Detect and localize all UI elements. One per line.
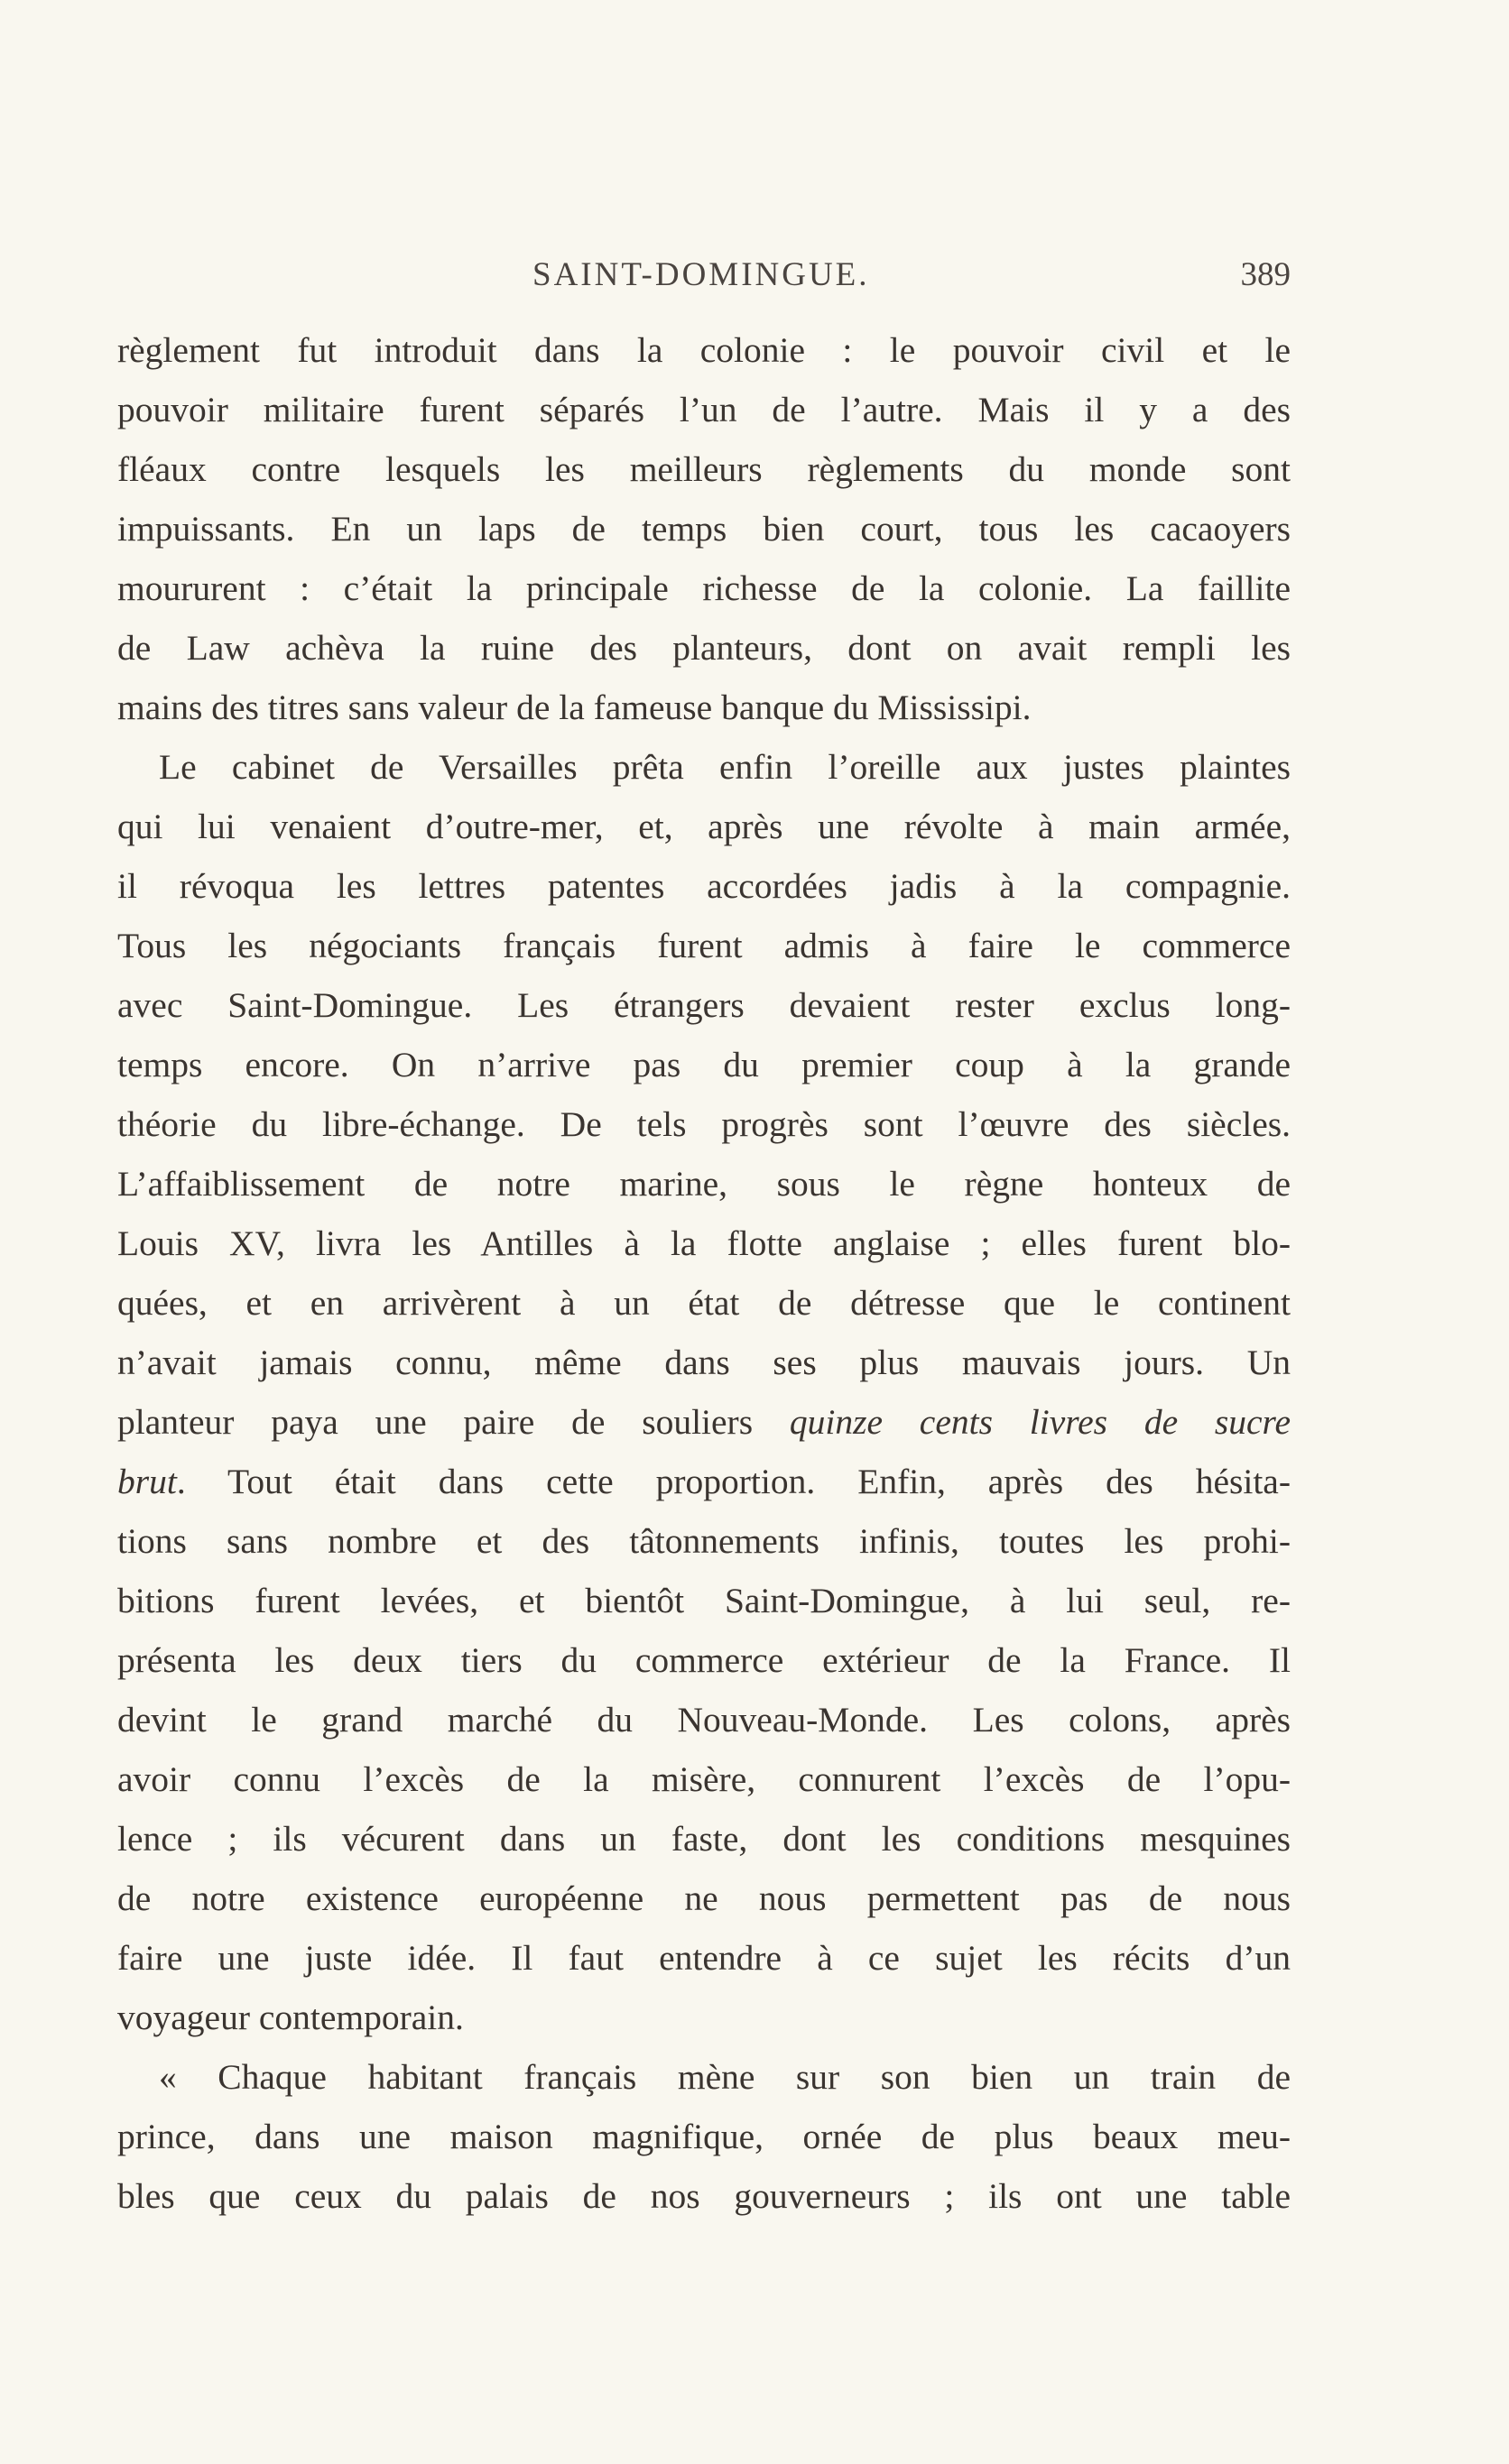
italic-phrase: brut — [117, 1462, 177, 1501]
text-line: devint le grand marché du Nouveau-Monde. Les colons, après — [117, 1700, 1291, 1740]
text-line: bles que ceux du palais de nos gouverneurs ; ils ont une table — [117, 2176, 1291, 2216]
text-line: mains des titres sans valeur de la fameuse banque du Mississipi. — [117, 688, 1032, 727]
text-line: tions sans nombre et des tâtonnements infinis, toutes les prohi- — [117, 1521, 1291, 1561]
text-line: prince, dans une maison magnifique, ornée de plus beaux meu- — [117, 2117, 1291, 2156]
text-line-with-italic — [117, 1452, 1291, 1511]
text-line: moururent : c’était la principale richesse de la colonie. La faillite — [117, 568, 1291, 608]
text-line: voyageur contemporain. — [117, 1998, 464, 2037]
text-line: fléaux contre lesquels les meilleurs règlements du monde sont — [117, 449, 1291, 489]
text-segment: . Tout était dans cette proportion. Enfin, après des hésita- — [176, 1462, 1291, 1501]
text-line: Tous les négociants français furent admis à faire le commerce — [117, 926, 1291, 965]
text-line: qui lui venaient d’outre-mer, et, après une révolte à main armée, — [117, 807, 1291, 846]
italic-phrase: quinze cents livres de sucre — [789, 1402, 1291, 1442]
text-line: règlement fut introduit dans la colonie : le pouvoir civil et le — [117, 330, 1291, 370]
text-line: quées, et en arrivèrent à un état de détresse que le continent — [117, 1283, 1291, 1323]
text-line: n’avait jamais connu, même dans ses plus mauvais jours. Un — [117, 1343, 1291, 1382]
text-line: Le cabinet de Versailles prêta enfin l’oreille aux justes plaintes — [159, 747, 1291, 787]
text-line: impuissants. En un laps de temps bien court, tous les cacaoyers — [117, 509, 1291, 549]
text-line: Louis XV, livra les Antilles à la flotte anglaise ; elles furent blo- — [117, 1223, 1291, 1263]
text-line: présenta les deux tiers du commerce extérieur de la France. Il — [117, 1640, 1291, 1680]
text-line: pouvoir militaire furent séparés l’un de l’autre. Mais il y a des — [117, 390, 1291, 429]
text-line: L’affaiblissement de notre marine, sous le règne honteux de — [117, 1164, 1291, 1204]
text-line: avoir connu l’excès de la misère, connurent l’excès de l’opu- — [117, 1759, 1291, 1799]
text-line: de Law achèva la ruine des planteurs, dont on avait rempli les — [117, 628, 1291, 668]
text-segment: planteur paya une paire de souliers — [117, 1402, 790, 1442]
body-text — [117, 320, 1291, 2226]
text-line: lence ; ils vécurent dans un faste, dont les conditions mesquines — [117, 1819, 1291, 1859]
text-line: il révoqua les lettres patentes accordées jadis à la compagnie. — [117, 866, 1291, 906]
text-line: avec Saint-Domingue. Les étrangers devaient rester exclus long- — [117, 985, 1291, 1025]
text-line: théorie du libre-échange. De tels progrès sont l’œuvre des siècles. — [117, 1104, 1291, 1144]
text-line: de notre existence européenne ne nous permettent pas de nous — [117, 1878, 1291, 1918]
text-line-with-italic — [117, 1392, 1291, 1452]
running-head — [117, 255, 1291, 291]
text-line: faire une juste idée. Il faut entendre à ce sujet les récits d’un — [117, 1938, 1291, 1978]
text-line: bitions furent levées, et bientôt Saint-Domingue, à lui seul, re- — [117, 1581, 1291, 1620]
running-title: SAINT-DOMINGUE. — [532, 256, 870, 293]
text-line: temps encore. On n’arrive pas du premier coup à la grande — [117, 1045, 1291, 1084]
text-line: « Chaque habitant français mène sur son bien un train de — [159, 2057, 1291, 2097]
page-number: 389 — [1240, 256, 1291, 293]
